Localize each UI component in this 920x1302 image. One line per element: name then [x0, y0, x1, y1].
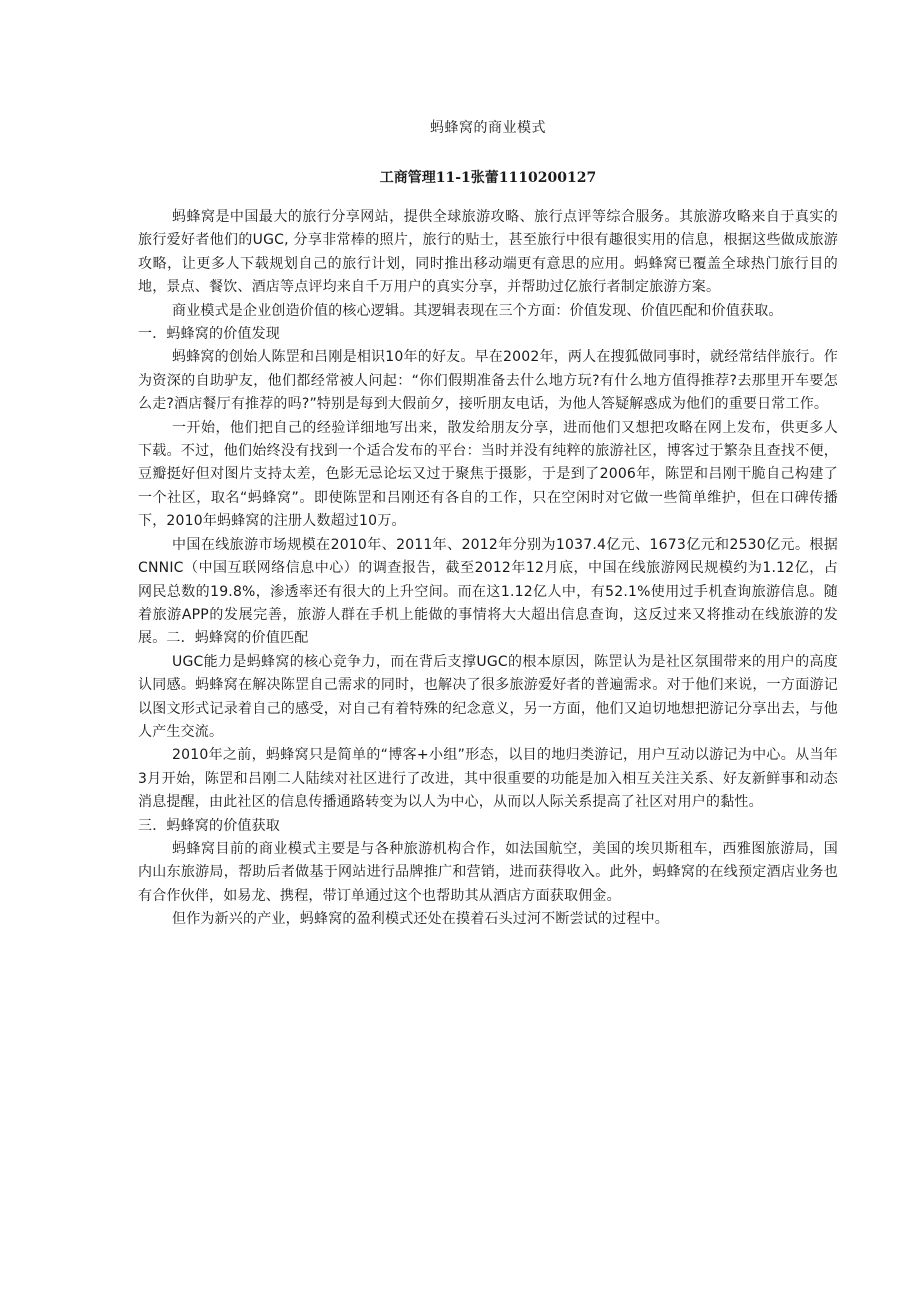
section-2-paragraph-1: UGC能力是蚂蜂窝的核心竞争力，而在背后支撑UGC的根本原因，陈罡认为是社区氛围带来的用户的高度认同感。蚂蜂窝在解决陈罡自己需求的同时，也解决了很多旅游爱好者的普遍需求。对于他们来说，一方面游记以图文形式记录着自己的感受，对自己有着特殊的纪念意义，另一方面，他们又迫切地想把游记分享出去，与他人产生交流。 [138, 653, 838, 740]
document-title: 蚂蜂窝的商业模式 [430, 120, 546, 136]
section-1-paragraph-3: 中国在线旅游市场规模在2010年、2011年、2012年分别为1037.4亿元、1673亿元和2530亿元。根据CNNIC（中国互联网络信息中心）的调查报告，截至2012年12月底，中国在线旅游网民规模约为1.12亿，占网民总数的19.8%，渗透率还有很大的上升空间。而在这1.12亿人中，有52.1%使用过手机查询旅游信息。随着旅游APP的发展完善，旅游人群在手机上能做的事情将大大超出信息查询，这反过来又将推动在线旅游的发展。二．蚂蜂窝的价值匹配 [138, 536, 838, 647]
section-1-heading: 一．蚂蜂窝的价值发现 [138, 326, 280, 343]
section-3-heading: 三．蚂蜂窝的价值获取 [138, 817, 280, 834]
intro-paragraph-2: 商业模式是企业创造价值的核心逻辑。其逻辑表现在三个方面：价值发现、价值匹配和价值获取。 [172, 302, 783, 319]
section-1-paragraph-1: 蚂蜂窝的创始人陈罡和吕刚是相识10年的好友。早在2002年，两人在搜狐做同事时，就经常结伴旅行。作为资深的自助驴友，他们都经常被人问起：“你们假期准备去什么地方玩?有什么地方值得推荐?去那里开车要怎么走?酒店餐厅有推荐的吗?”特别是每到大假前夕，接听朋友电话，为他人答疑解惑成为他们的重要日常工作。 [138, 349, 838, 413]
section-3-paragraph-2: 但作为新兴的产业，蚂蜂窝的盈利模式还处在摸着石头过河不断尝试的过程中。 [172, 911, 669, 928]
intro-paragraph-1: 蚂蜂窝是中国最大的旅行分享网站，提供全球旅游攻略、旅行点评等综合服务。其旅游攻略来自于真实的旅行爱好者他们的UGC, 分享非常棒的照片，旅行的贴士，甚至旅行中很有趣很实用的信息，根据这些做成旅游攻略，让更多人下载规划自己的旅行计划，同时推出移动端更有意思的应用。蚂蜂窝已覆盖全球热门旅行目的地，景点、餐饮、酒店等点评均来自千万用户的真实分享，并帮助过亿旅行者制定旅游方案。 [138, 209, 838, 296]
section-3-paragraph-1: 蚂蜂窝目前的商业模式主要是与各种旅游机构合作，如法国航空，美国的埃贝斯租车，西雅图旅游局，国内山东旅游局，帮助后者做基于网站进行品牌推广和营销，进而获得收入。此外，蚂蜂窝的在线预定酒店业务也有合作伙伴，如易龙、携程，带订单通过这个也帮助其从酒店方面获取佣金。 [138, 840, 838, 904]
author-line: 工商管理11-1张蕾1110200127 [379, 170, 597, 186]
section-1-paragraph-2: 一开始，他们把自己的经验详细地写出来，散发给朋友分享，进而他们又想把攻略在网上发布，供更多人下载。不过，他们始终没有找到一个适合发布的平台：当时并没有纯粹的旅游社区，博客过于繁杂且查找不便，豆瓣挺好但对图片支持太差，色影无忌论坛又过于聚焦于摄影，于是到了2006年，陈罡和吕刚干脆自己构建了一个社区，取名“蚂蜂窝”。即使陈罡和吕刚还有各自的工作，只在空闲时对它做一些简单维护，但在口碑传播下，2010年蚂蜂窝的注册人数超过10万。 [138, 419, 838, 530]
section-2-paragraph-2: 2010年之前，蚂蜂窝只是简单的“博客+小组”形态，以目的地归类游记，用户互动以游记为中心。从当年3月开始，陈罡和吕刚二人陆续对社区进行了改进，其中很重要的功能是加入相互关注关系、好友新鲜事和动态消息提醒，由此社区的信息传播通路转变为以人为中心，从而以人际关系提高了社区对用户的黏性。 [138, 747, 838, 811]
document-page [138, 118, 838, 932]
